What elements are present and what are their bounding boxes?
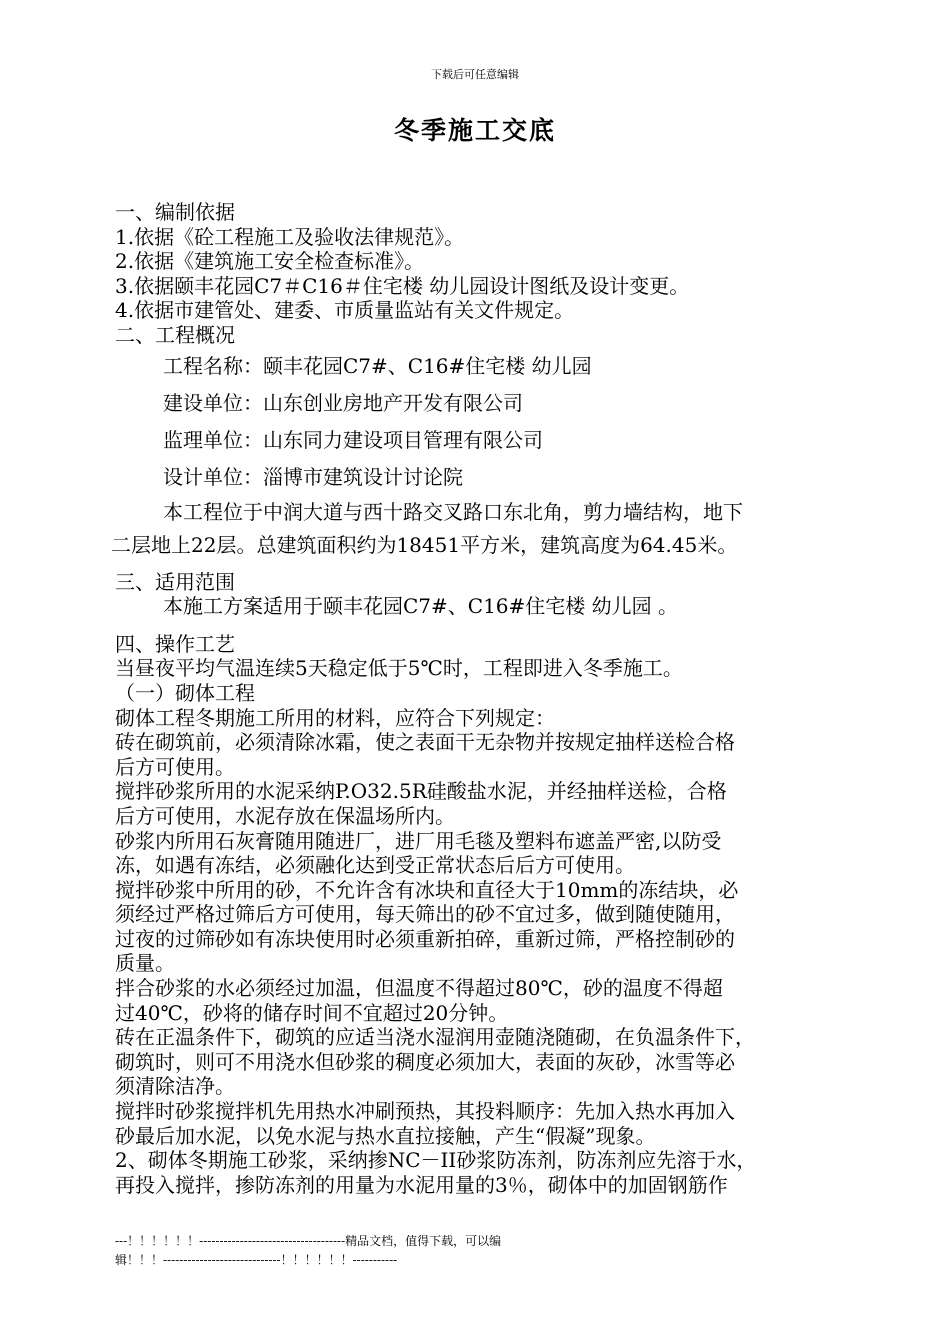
body-line: 砂浆内所用石灰膏随用随进厂，进厂用毛毯及塑料布遮盖严密,以防受 [115, 828, 722, 853]
basis-item-2: 2.依据《建筑施工安全检查标准》。 [115, 249, 425, 274]
section-heading-process: 四、操作工艺 [115, 631, 235, 656]
basis-item-3: 3.依据颐丰花园C7＃C16＃住宅楼 幼儿园设计图纸及设计变更。 [115, 273, 690, 298]
location-paragraph [111, 496, 880, 562]
body-line: 冻，如遇有冻结，必须融化达到受正常状态后后方可使用。 [115, 853, 635, 878]
body-line: 须经过严格过筛后方可使用，每天筛出的砂不宜过多，做到随使随用， [115, 902, 735, 927]
body-line: 须清除洁净。 [115, 1074, 235, 1099]
basis-item-1: 1.依据《砼工程施工及验收法律规范》。 [115, 224, 465, 249]
body-line: 搅拌砂浆所用的水泥采纳P.O32.5R硅酸盐水泥，并经抽样送检，合格 [115, 779, 727, 804]
footer-line-2: 辑！！！-----------------------------！！！！！！----------- [115, 1253, 398, 1267]
body-line: 拌合砂浆的水必须经过加温，但温度不得超过80℃，砂的温度不得超 [115, 976, 723, 1001]
body-line: 再投入搅拌，掺防冻剂的用量为水泥用量的3％，砌体中的加固钢筋作 [115, 1172, 728, 1197]
footer-line-1: ---！！！！！！------------------------------------精品文档，值得下载，可以编 [115, 1234, 502, 1248]
section-heading-overview: 二、工程概况 [115, 322, 235, 347]
body-line: 砖在正温条件下，砌筑的应适当浇水湿润用壶随浇随砌，在负温条件下， [115, 1025, 755, 1050]
body-line: 砌体工程冬期施工所用的材料，应符合下列规定： [115, 705, 555, 730]
section-heading-scope: 三、适用范围 [115, 569, 235, 594]
location-line-1: 本工程位于中润大道与西十路交叉路口东北角，剪力墙结构，地下 [163, 499, 743, 524]
body-line: 2、砌体冬期施工砂浆，采纳掺NC－II砂浆防冻剂，防冻剂应先溶于水， [115, 1148, 757, 1173]
design-unit: 设计单位：淄博市建筑设计讨论院 [163, 464, 463, 489]
location-line-2: 二层地上22层。总建筑面积约为18451平方米，建筑高度为64.45米。 [111, 532, 738, 557]
footer-note [115, 1232, 575, 1270]
body-line: 过夜的过筛砂如有冻块使用时必须重新拍碎，重新过筛，严格控制砂的 [115, 926, 735, 951]
body-line: 砖在砌筑前，必须清除冰霜，使之表面干无杂物并按规定抽样送检合格 [115, 730, 735, 755]
body-line: 质量。 [115, 951, 175, 976]
body-line: 砂最后加水泥，以免水泥与热水直拉接触，产生“假凝”现象。 [115, 1123, 656, 1148]
body-line: 后方可使用，水泥存放在保温场所内。 [115, 803, 455, 828]
document-title: 冬季施工交底 [393, 116, 556, 145]
header-note: 下载后可任意编辑 [431, 68, 519, 81]
supervision-unit: 监理单位：山东同力建设项目管理有限公司 [163, 427, 543, 452]
body-line: 砌筑时，则可不用浇水但砂浆的稠度必须加大，表面的灰砂，冰雪等必 [115, 1049, 735, 1074]
document-body [111, 200, 880, 1197]
basis-item-4: 4.依据市建管处、建委、市质量监站有关文件规定。 [115, 298, 575, 323]
scope-text: 本施工方案适用于颐丰花园C7#、C16#住宅楼 幼儿园 。 [163, 594, 679, 619]
body-line: 后方可使用。 [115, 754, 235, 779]
body-line: 搅拌时砂浆搅拌机先用热水冲刷预热，其投料顺序：先加入热水再加入 [115, 1099, 735, 1124]
body-line: 搅拌砂浆中所用的砂，不允许含有冰块和直径大于10mm的冻结块，必 [115, 877, 739, 902]
construction-unit: 建设单位：山东创业房地产开发有限公司 [163, 390, 523, 415]
body-line: 过40℃，砂将的储存时间不宜超过20分钟。 [115, 1000, 509, 1025]
body-line: 当昼夜平均气温连续5天稳定低于5℃时，工程即进入冬季施工。 [115, 656, 683, 681]
subsection-heading-masonry: （一）砌体工程 [115, 680, 255, 705]
project-name: 工程名称：颐丰花园C7#、C16#住宅楼 幼儿园 [163, 353, 592, 378]
section-heading-basis: 一、编制依据 [115, 200, 235, 224]
